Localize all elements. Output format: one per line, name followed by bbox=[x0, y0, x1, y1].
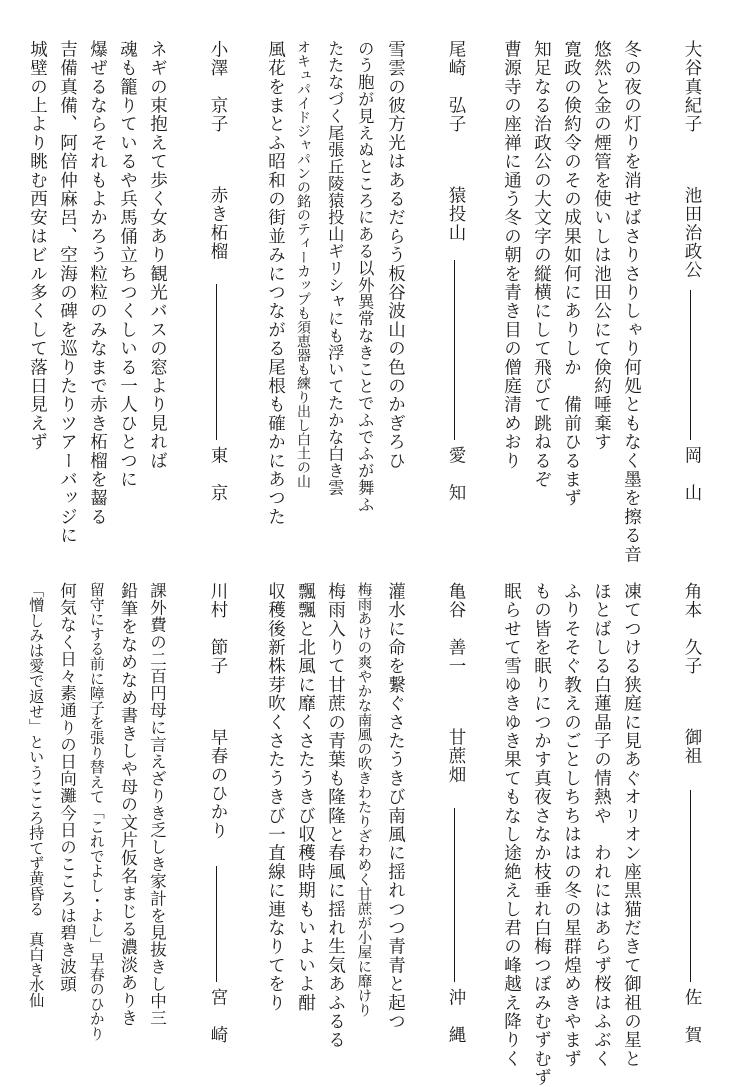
tanka-line: 梅雨入りて甘蔗の青葉も隆隆と春風に揺れ生気あふるる bbox=[325, 582, 346, 1050]
title-rule bbox=[216, 284, 217, 440]
tanka-line: 留守にする前に障子を張り替えて「これでよし・よし」早春のひかり bbox=[87, 582, 105, 1041]
tanka-line: 課外費の二百円母に言えざりき乏しき家計を見抜きし中三 bbox=[147, 582, 167, 1027]
tanka-line: オキュパイドジャパンの銘のティーカップも須恵器も練り出し白土の山 bbox=[295, 40, 311, 488]
author-name: 大谷真紀子 bbox=[682, 40, 702, 134]
author-name: 小澤 京子 bbox=[208, 40, 228, 134]
author-name: 亀谷 善一 bbox=[446, 582, 466, 676]
tanka-line: 爆ぜるならそれもよかろう粒粒のみなまで赤き柘榴を齧る bbox=[87, 40, 108, 527]
tanka-line: 「憎しみは愛で返せ」というこころ持てず黄昏る 真白き水仙 bbox=[27, 582, 46, 1008]
title-rule bbox=[454, 808, 455, 982]
tanka-line: 凍てつける狭庭に見あぐオリオン座黒猫だきて御祖の星と bbox=[621, 582, 642, 1069]
tanka-line: 何気なく日々素通りの日向灘今日のこころは碧き波頭 bbox=[57, 582, 77, 993]
tanka-line: 風花をまとふ昭和の街並みにつながる尾根も確かにあつた bbox=[265, 40, 286, 527]
place-name: 宮 崎 bbox=[208, 988, 228, 1045]
tanka-line: 梅雨あけの爽やかな南風の吹きわたりざわめく甘蔗が小屋に靡けり bbox=[355, 582, 372, 1017]
poem-title: 御祖 bbox=[682, 728, 702, 766]
place-name: 岡 山 bbox=[682, 446, 702, 503]
place-name: 沖 縄 bbox=[446, 988, 466, 1045]
tanka-line: ほとばしる白蓮晶子の情熱や われにはあらず桜はふぶく bbox=[591, 582, 612, 1069]
title-rule bbox=[216, 866, 217, 982]
tanka-line: もの皆を眠りにつかす真夜さなか枝垂れ白梅つぼみむずむず bbox=[531, 582, 552, 1087]
tanka-line: 眠らせて雪ゆきゆき果てもなし途絶えし君の峰越え降りく bbox=[501, 582, 522, 1069]
tanka-line: ネギの束抱えて歩く女あり観光バスの窓より見れば bbox=[147, 40, 168, 471]
tanka-line: 悠然と金の煙管を使いしは池田公にて倹約唾棄す bbox=[591, 40, 612, 452]
title-rule bbox=[454, 260, 455, 440]
poem-title: 甘蔗畑 bbox=[446, 728, 466, 785]
tanka-line: 曹源寺の座禅に通う冬の朝を青き目の僧庭清めおり bbox=[501, 40, 522, 471]
tanka-line: ふりそそぐ教えのごとしちちははの冬の星群煌めきやまず bbox=[561, 582, 582, 1069]
title-rule bbox=[690, 790, 691, 982]
tanka-line: 灌水に命を繋ぐさたうきび南風に揺れつつ青青と起つ bbox=[385, 582, 406, 1031]
tanka-line: 鉛筆をなめなめ書きしや母の文片仮名まじる濃淡ありき bbox=[117, 582, 137, 1027]
place-name: 愛 知 bbox=[446, 446, 466, 503]
author-name: 尾崎 弘子 bbox=[446, 40, 466, 134]
tanka-line: 寛政の倹約令のその成果如何にありしか 備前ひるまず bbox=[561, 40, 582, 508]
tanka-line: 知足なる治政公の大文字の縦横にして飛びて跳ねるぞ bbox=[531, 40, 552, 489]
tanka-line: 魂も籠りているや兵馬俑立ちつくしいる一人ひとつに bbox=[117, 40, 138, 489]
tanka-line: 城壁の上より眺む西安はビル多くして落日見えず bbox=[27, 40, 48, 452]
poem-title: 猿投山 bbox=[446, 186, 466, 243]
tanka-line: のう胞が見えぬところにある以外異常なきことでふでふが舞ふ bbox=[355, 40, 375, 513]
tanka-line: 収穫後新株芽吹くさたうきび一直線に連なりてをり bbox=[265, 582, 286, 1013]
place-name: 東 京 bbox=[208, 446, 228, 503]
tanka-line: 吉備真備、阿倍仲麻呂、空海の碑を巡りたりツアーバッジに bbox=[57, 40, 78, 545]
title-rule bbox=[690, 290, 691, 440]
poem-title: 赤き柘榴 bbox=[208, 186, 228, 261]
author-name: 川村 節子 bbox=[208, 582, 228, 676]
tanka-line: 飄飄と北風に靡くさたうきび収穫時期もいよいよ酣 bbox=[295, 582, 316, 1013]
poem-title: 早春のひかり bbox=[208, 728, 228, 841]
tanka-line: たたなづく尾張丘陵猿投山ギリシャにも浮いてたかな白き雲 bbox=[325, 40, 345, 497]
poem-title: 池田治政公 bbox=[682, 186, 702, 280]
tanka-line: 雪雲の彼方光はあるだらう板谷波山の色のかぎろひ bbox=[385, 40, 406, 471]
tanka-line: 冬の夜の灯りを消せばさりさりしゃり何処ともなく墨を擦る音 bbox=[621, 40, 642, 564]
author-name: 角本 久子 bbox=[682, 582, 702, 676]
place-name: 佐 賀 bbox=[682, 988, 702, 1045]
